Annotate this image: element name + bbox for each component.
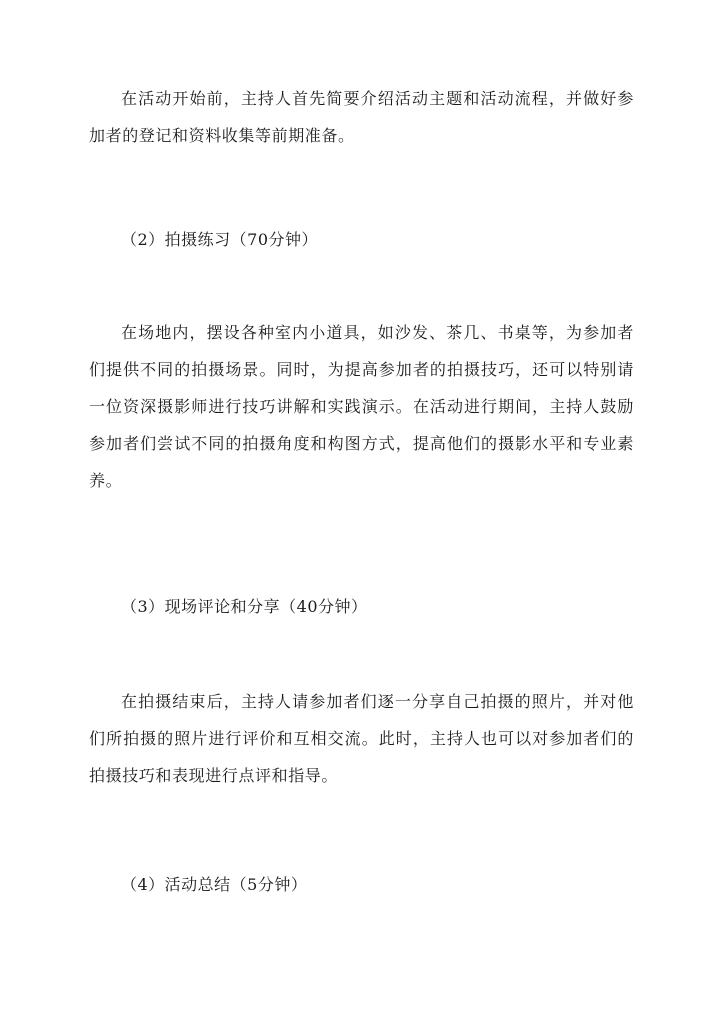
intro-paragraph: 在活动开始前，主持人首先简要介绍活动主题和活动流程，并做好参加者的登记和资料收集等前期准备。 — [89, 89, 634, 145]
review-and-sharing-paragraph: 在拍摄结束后，主持人请参加者们逐一分享自己拍摄的照片，并对他们所拍摄的照片进行评价和互相交流。此时，主持人也可以对参加者们的拍摄技巧和表现进行点评和指导。 — [89, 692, 634, 785]
section-heading-review-and-sharing: （3）现场评论和分享（40分钟） — [121, 597, 368, 616]
shooting-practice-paragraph: 在场地内，摆设各种室内小道具，如沙发、茶几、书桌等，为参加者们提供不同的拍摄场景。同时，为提高参加者的拍摄技巧，还可以特别请一位资深摄影师进行技巧讲解和实践演示。在活动进行期间，主持人鼓励参加者们尝试不同的拍摄角度和构图方式，提高他们的摄影水平和专业素养。 — [89, 323, 634, 490]
section-heading-shooting-practice: （2）拍摄练习（70分钟） — [121, 230, 319, 249]
section-heading-activity-summary: （4）活动总结（5分钟） — [121, 875, 308, 894]
